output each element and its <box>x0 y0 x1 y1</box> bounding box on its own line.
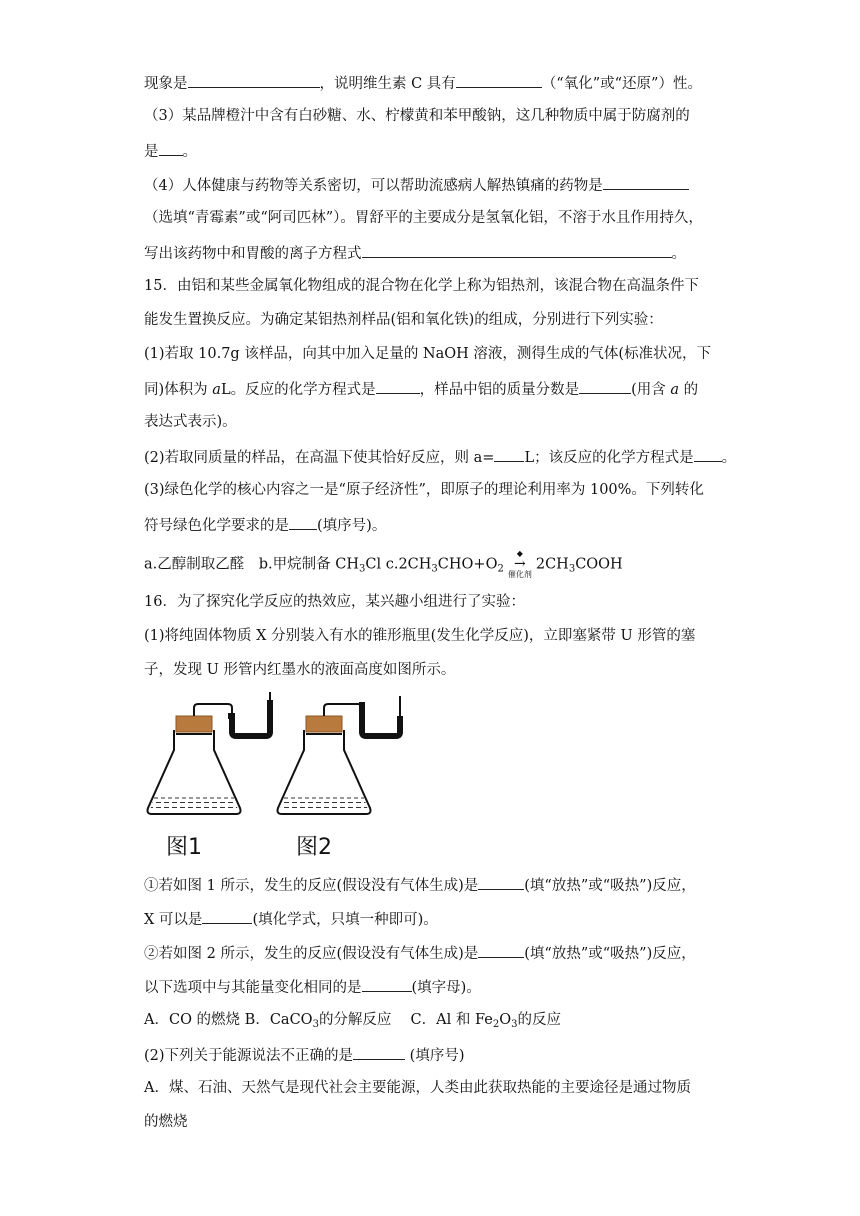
u-tube-liquid <box>362 702 400 736</box>
answer-blank[interactable] <box>494 446 524 462</box>
text-line: ①若如图 1 所示，发生的反应(假设没有气体生成)是 (填“放热”或“吸热”)反应， <box>144 874 696 896</box>
text-line: 是 。 <box>144 140 197 162</box>
options-line: a.乙醇制取乙醛 b.甲烷制备 $CH_3Cl$ $c.2CH_3CHO+O_2$ ◆ → 催化剂 $2CH_3COOH$ <box>144 549 623 579</box>
flask-figure <box>140 690 440 862</box>
answer-blank[interactable] <box>353 1044 405 1060</box>
text-line: 表达式表示)。 <box>144 414 237 430</box>
u-tube-liquid <box>228 700 270 736</box>
stopper <box>176 716 212 732</box>
text-line: 写出该药物中和胃酸的离子方程式 。 <box>144 242 686 264</box>
flask-1 <box>148 692 271 814</box>
figure-1-label: 图1 <box>166 835 202 860</box>
text-line: 能发生置换反应。为确定某铝热剂样品(铝和氧化铁)的组成，分别进行下列实验： <box>144 312 663 328</box>
text-line: 符号绿色化学要求的是 (填序号)。 <box>144 514 386 536</box>
text-line: ②若如图 2 所示，发生的反应(假设没有气体生成)是 (填“放热”或“吸热”)反应， <box>144 942 696 964</box>
stopper <box>306 716 342 732</box>
text-line: A．煤、石油、天然气是现代社会主要能源，人类由此获取热能的主要途径是通过物质 <box>144 1080 691 1096</box>
answer-blank[interactable] <box>478 874 524 890</box>
answer-blank[interactable] <box>603 174 689 190</box>
answer-blank[interactable] <box>202 908 252 924</box>
text-line: 现象是 ，说明维生素 C 具有 （“氧化”或“还原”）性。 <box>144 72 702 94</box>
text-line: (3)绿色化学的核心内容之一是“原子经济性”，即原子的理论利用率为 100%。下列转化 <box>144 482 704 498</box>
answer-blank[interactable] <box>289 514 317 530</box>
text-line: (2)若取同质量的样品，在高温下使其恰好反应，则 a= L；该反应的化学方程式是 。 <box>144 446 736 468</box>
answer-blank[interactable] <box>456 72 542 88</box>
question-16: 16．为了探究化学反应的热效应，某兴趣小组进行了实验： <box>144 594 525 610</box>
text-line: (1)若取 10.7g 该样品，向其中加入足量的 NaOH 溶液，测得生成的气体(标准状况，下 <box>144 346 712 362</box>
text-line: 以下选项中与其能量变化相同的是 (填字母)。 <box>144 976 481 998</box>
text-line: 的燃烧 <box>144 1114 188 1130</box>
text-line: （选填“青霉素”或“阿司匹林”）。胃舒平的主要成分是氢氧化铝，不溶于水且作用持久， <box>144 210 703 226</box>
answer-blank[interactable] <box>188 72 320 88</box>
text-line: （4）人体健康与药物等关系密切，可以帮助流感病人解热镇痛的药物是 <box>144 174 689 196</box>
catalyst-arrow: ◆ → 催化剂 <box>507 549 532 579</box>
question-15: 15．由铝和某些金属氧化物组成的混合物在化学上称为铝热剂，该混合物在高温条件下 <box>144 278 699 294</box>
answer-blank[interactable] <box>579 378 631 394</box>
flask-2 <box>278 696 401 814</box>
answer-blank[interactable] <box>159 140 183 156</box>
answer-blank[interactable] <box>362 242 672 258</box>
text-line: （3）某品牌橙汁中含有白砂糖、水、柠檬黄和苯甲酸钠，这几种物质中属于防腐剂的 <box>144 108 690 124</box>
answer-blank[interactable] <box>694 446 722 462</box>
figure-2-label: 图2 <box>296 835 332 860</box>
text-line: (2)下列关于能源说法不正确的是 (填序号) <box>144 1044 464 1066</box>
text-line: 同)体积为 aL。反应的化学方程式是 ，样品中铝的质量分数是 (用含 a 的 <box>144 378 698 400</box>
options-line: A．CO 的燃烧 B．CaCO$_3$的分解反应 C．Al 和 $Fe_2O_3$的反应 <box>144 1012 561 1030</box>
answer-blank[interactable] <box>376 378 420 394</box>
text-line: (1)将纯固体物质 X 分别装入有水的锥形瓶里(发生化学反应)，立即塞紧带 U 形管的塞 <box>144 628 696 644</box>
text-line: X 可以是 (填化学式，只填一种即可)。 <box>144 908 438 930</box>
answer-blank[interactable] <box>362 976 412 992</box>
text-line: 子，发现 U 形管内红墨水的液面高度如图所示。 <box>144 662 456 678</box>
answer-blank[interactable] <box>478 942 524 958</box>
